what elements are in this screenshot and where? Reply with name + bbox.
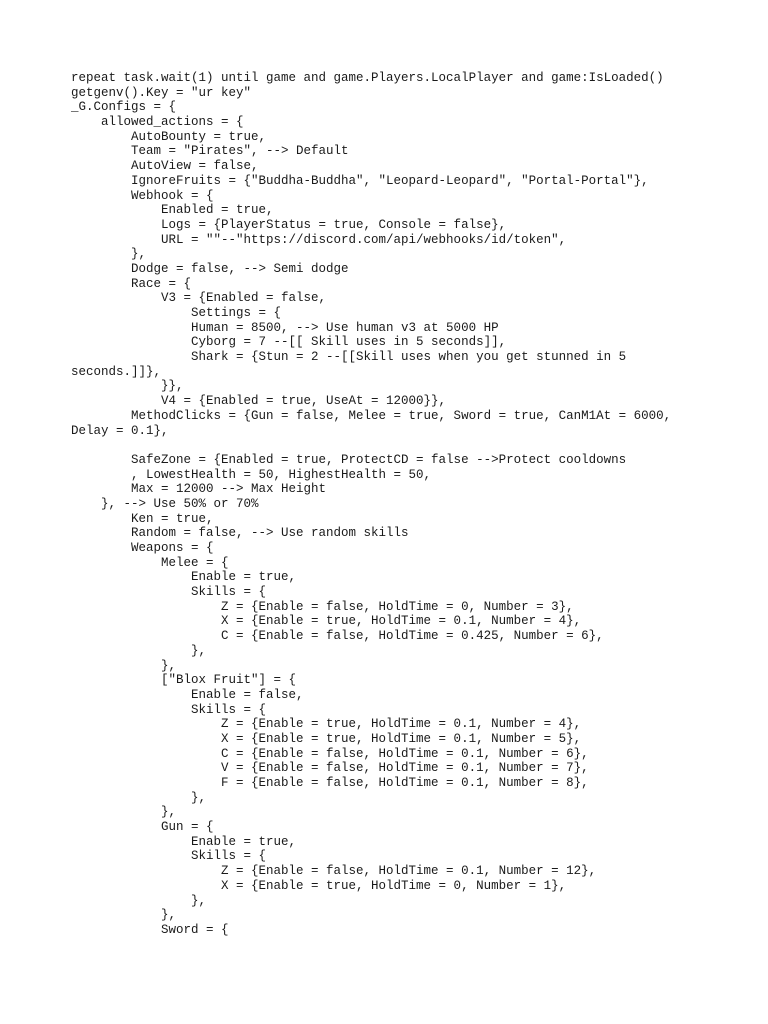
code-line: }, xyxy=(71,893,207,908)
code-line: Race = { xyxy=(71,276,192,291)
code-line: X = {Enable = true, HoldTime = 0.1, Number = 5}, xyxy=(71,731,582,746)
code-line: Skills = { xyxy=(71,702,267,717)
code-line: Skills = { xyxy=(71,849,267,864)
code-line: Skills = { xyxy=(71,585,267,600)
code-line: X = {Enable = true, HoldTime = 0, Number = 1}, xyxy=(71,878,567,893)
code-line: }}, xyxy=(71,379,184,394)
code-line: Enabled = true, xyxy=(71,203,274,218)
code-line: V4 = {Enabled = true, UseAt = 12000}}, xyxy=(71,394,447,409)
code-line: Max = 12000 --> Max Height xyxy=(71,482,327,497)
code-line: }, xyxy=(71,247,147,262)
code-line: IgnoreFruits = {"Buddha-Buddha", "Leopard-Leopard", "Portal-Portal"}, xyxy=(71,173,649,188)
code-line: Logs = {PlayerStatus = true, Console = false}, xyxy=(71,217,507,232)
code-line: Shark = {Stun = 2 --[[Skill uses when you get stunned in 5 xyxy=(71,350,627,365)
code-text-block xyxy=(71,71,711,938)
code-line: Settings = { xyxy=(71,306,282,320)
code-line: Melee = { xyxy=(71,555,229,570)
code-line: Gun = { xyxy=(71,820,214,835)
code-line: }, xyxy=(71,643,207,658)
code-line xyxy=(71,438,711,453)
code-line: F = {Enable = false, HoldTime = 0.1, Number = 8}, xyxy=(71,776,589,790)
code-line: Z = {Enable = false, HoldTime = 0, Number = 3}, xyxy=(71,599,574,614)
code-line: C = {Enable = false, HoldTime = 0.425, Number = 6}, xyxy=(71,629,604,644)
code-line: X = {Enable = true, HoldTime = 0.1, Number = 4}, xyxy=(71,614,582,629)
code-line: AutoView = false, xyxy=(71,159,259,174)
code-line: SafeZone = {Enabled = true, ProtectCD = false -->Protect cooldowns xyxy=(71,452,627,467)
code-line: Cyborg = 7 --[[ Skill uses in 5 seconds]], xyxy=(71,335,507,350)
code-line: ["Blox Fruit"] = { xyxy=(71,673,297,688)
code-line: Dodge = false, --> Semi dodge xyxy=(71,261,349,276)
code-line: getgenv().Key = "ur key" xyxy=(71,85,252,100)
code-line: V = {Enable = false, HoldTime = 0.1, Number = 7}, xyxy=(71,761,589,776)
code-line: Ken = true, xyxy=(71,511,214,526)
code-line: Team = "Pirates", --> Default xyxy=(71,144,349,159)
code-line: C = {Enable = false, HoldTime = 0.1, Number = 6}, xyxy=(71,746,589,761)
code-line: Enable = true, xyxy=(71,834,297,849)
code-line: Webhook = { xyxy=(71,188,214,203)
code-line: V3 = {Enabled = false, xyxy=(71,291,327,306)
code-line: }, xyxy=(71,805,177,820)
code-line: }, xyxy=(71,908,177,923)
code-line: repeat task.wait(1) until game and game.Players.LocalPlayer and game:IsLoaded() xyxy=(71,71,664,85)
code-line: Sword = { xyxy=(71,922,229,937)
code-line: MethodClicks = {Gun = false, Melee = true, Sword = true, CanM1At = 6000, xyxy=(71,408,672,423)
code-line: AutoBounty = true, xyxy=(71,129,267,144)
code-line: Random = false, --> Use random skills xyxy=(71,526,409,541)
code-line: allowed_actions = { xyxy=(71,115,244,130)
code-line: Delay = 0.1}, xyxy=(71,423,169,438)
code-line: }, --> Use 50% or 70% xyxy=(71,496,259,511)
code-line: Human = 8500, --> Use human v3 at 5000 HP xyxy=(71,320,499,335)
code-line: Weapons = { xyxy=(71,541,214,555)
code-line: Z = {Enable = true, HoldTime = 0.1, Number = 4}, xyxy=(71,717,582,732)
code-line: Enable = true, xyxy=(71,570,297,585)
code-line: seconds.]]}, xyxy=(71,364,162,379)
code-line: Z = {Enable = false, HoldTime = 0.1, Number = 12}, xyxy=(71,864,597,879)
code-line: URL = ""--"https://discord.com/api/webhooks/id/token", xyxy=(71,232,567,247)
code-line: Enable = false, xyxy=(71,687,304,702)
code-line: }, xyxy=(71,658,177,673)
code-line: }, xyxy=(71,790,207,805)
code-line: _G.Configs = { xyxy=(71,100,177,115)
code-line: , LowestHealth = 50, HighestHealth = 50, xyxy=(71,467,432,482)
